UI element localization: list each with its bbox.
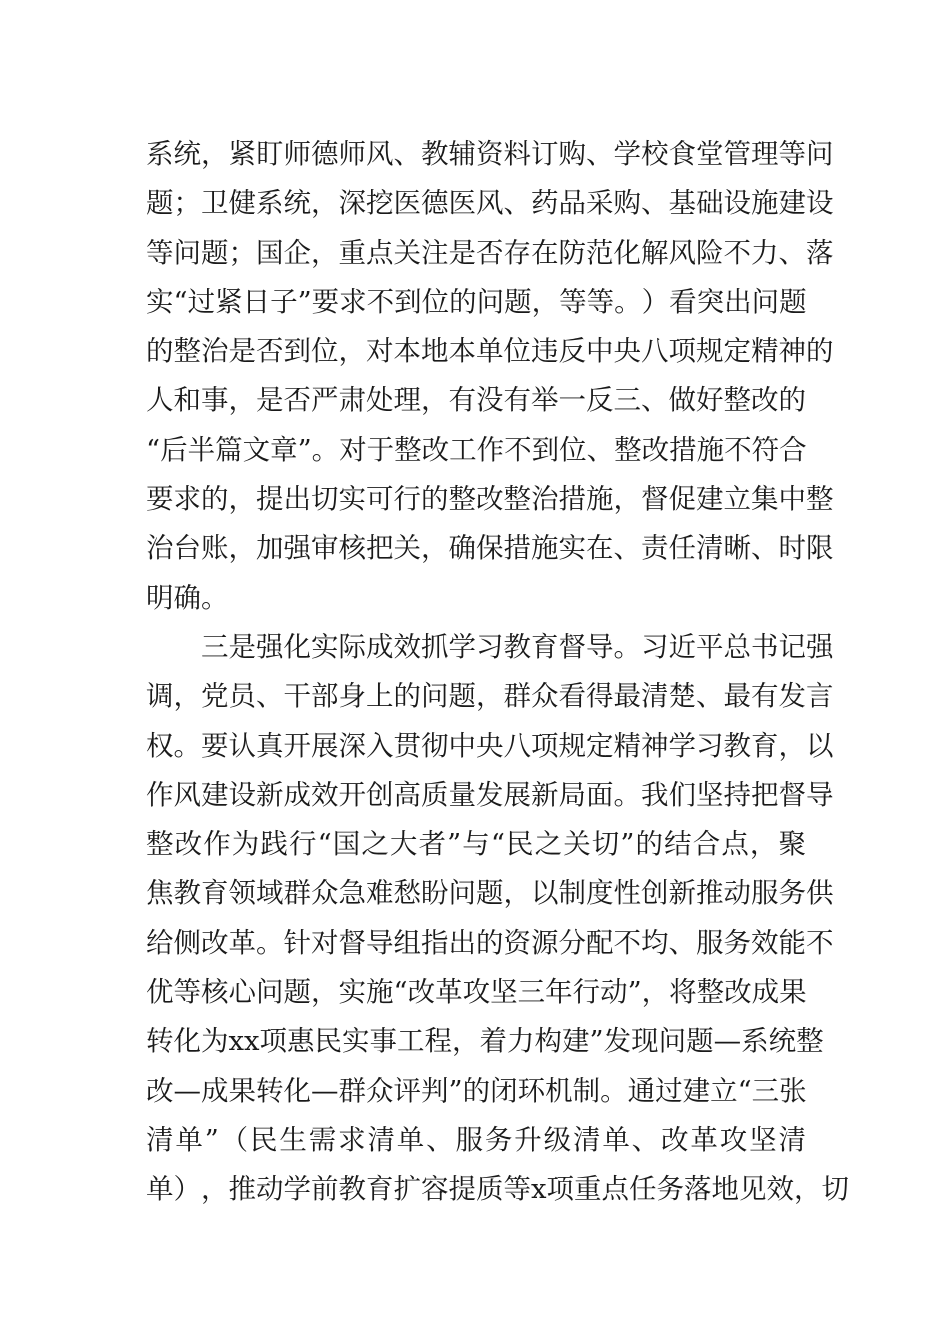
- text-line: 作 风 建 设 新 成 效 开 创 高 质 量 发 展 新 局 面 。 我 们 坚 持 把 督 导: [146, 778, 834, 811]
- text-line: 转 化 为 x x 项 惠 民 实 事 工 程 ， 着 力 构 建 ” 发 现 问 题 — 系 统 整: [146, 1025, 824, 1058]
- text-line: 三 是 强 化 实 际 成 效 抓 学 习 教 育 督 导 。 习 近 平 总 书 记 强: [201, 630, 834, 663]
- text-line: 给 侧 改 革 。 针 对 督 导 组 指 出 的 资 源 分 配 不 均 、 服 务 效 能 不: [146, 926, 834, 959]
- text-line: 系 统 ， 紧 盯 师 德 师 风 、 教 辅 资 料 订 购 、 学 校 食 堂 管 理 等 问: [146, 138, 834, 170]
- text-line: 等 问 题 ； 国 企 ， 重 点 关 注 是 否 存 在 防 范 化 解 风 险 不 力 、 落: [146, 236, 834, 269]
- text-line: 权 。 要 认 真 开 展 深 入 贯 彻 中 央 八 项 规 定 精 神 学 习 教 育 ， 以: [146, 729, 834, 762]
- text-line: 要 求 的 ， 提 出 切 实 可 行 的 整 改 整 治 措 施 ， 督 促 建 立 集 中 整: [146, 483, 834, 516]
- text-line: 治 台 账 ， 加 强 审 核 把 关 ， 确 保 措 施 实 在 、 责 任 清 晰 、 时 限: [146, 532, 834, 565]
- text-line: 题 ； 卫 健 系 统 ， 深 挖 医 德 医 风 、 药 品 采 购 、 基 础 设 施 建 设: [146, 187, 834, 220]
- text-line: 调 ， 党 员 、 干 部 身 上 的 问 题 ， 群 众 看 得 最 清 楚 、 最 有 发 言: [146, 680, 834, 713]
- text-line: 改 — 成 果 转 化 — 群 众 评 判 ” 的 闭 环 机 制 。 通 过 建 立 “ 三 张: [146, 1074, 807, 1107]
- text-line: 的 整 治 是 否 到 位 ， 对 本 地 本 单 位 违 反 中 央 八 项 规 定 精 神 的: [146, 335, 834, 368]
- text-line: 明 确 。: [146, 581, 229, 614]
- text-line: 实 “ 过 紧 日 子 ” 要 求 不 到 位 的 问 题 ， 等 等 。 ） 看 突 出 问 题: [146, 285, 807, 318]
- text-line: 清 单 ” （ 民 生 需 求 清 单 、 服 务 升 级 清 单 、 改 革 攻 坚 清: [146, 1123, 806, 1156]
- text-line: “ 后 半 篇 文 章 ” 。 对 于 整 改 工 作 不 到 位 、 整 改 措 施 不 符 合: [146, 433, 807, 466]
- text-line: 人 和 事 ， 是 否 严 肃 处 理 ， 有 没 有 举 一 反 三 、 做 好 整 改 的: [146, 384, 806, 417]
- document-body: [146, 130, 850, 1215]
- text-line: 优 等 核 心 问 题 ， 实 施 “ 改 革 攻 坚 三 年 行 动 ” ， 将 整 改 成 果: [146, 976, 807, 1009]
- text-line: 整 改 作 为 践 行 “ 国 之 大 者 ” 与 “ 民 之 关 切 ” 的 结 合 点 ， 聚: [146, 828, 806, 861]
- text-line: 焦 教 育 领 域 群 众 急 难 愁 盼 问 题 ， 以 制 度 性 创 新 推 动 服 务 供: [146, 877, 834, 910]
- text-line: 单 ） ， 推 动 学 前 教 育 扩 容 提 质 等 x 项 重 点 任 务 落 地 见 效 ， 切: [146, 1173, 850, 1206]
